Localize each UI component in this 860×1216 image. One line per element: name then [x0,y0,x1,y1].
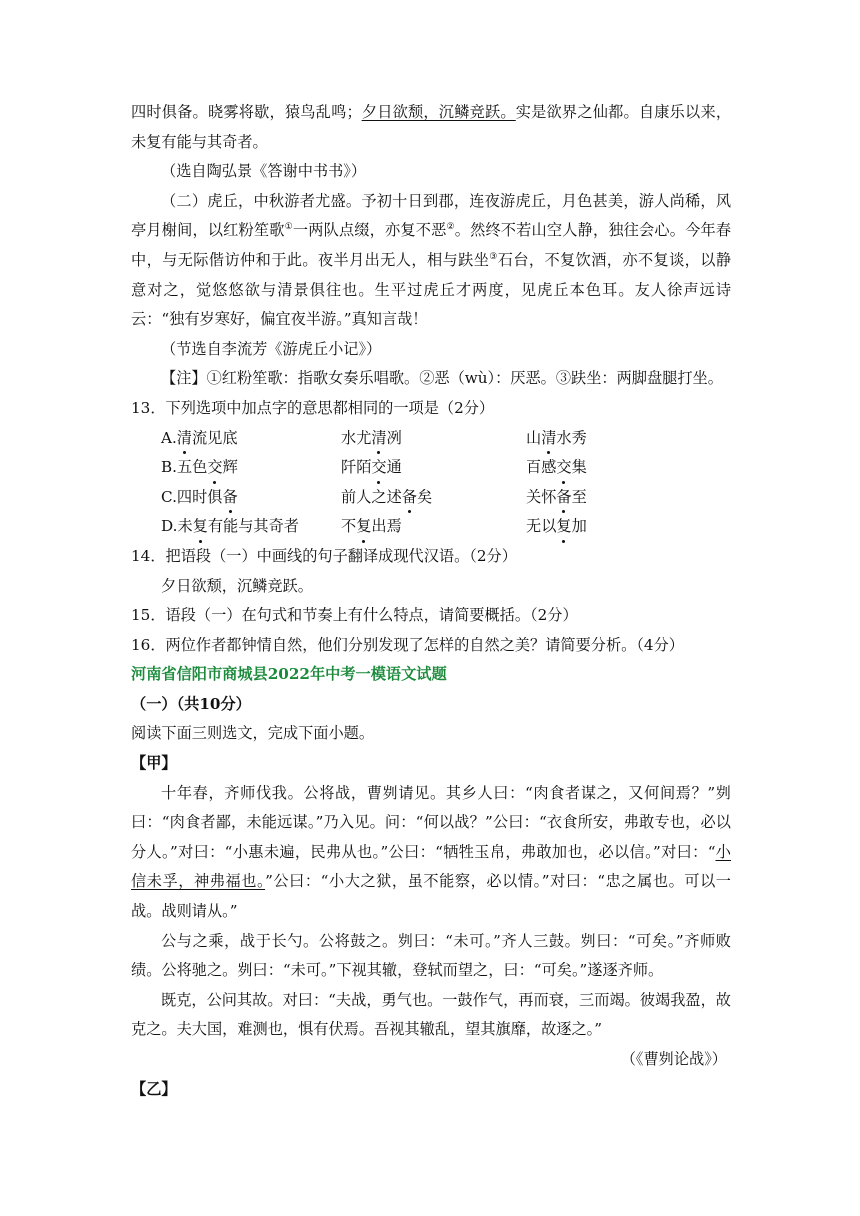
dotted-character: 交 [207,453,222,483]
text-span: 水秀 [556,428,587,447]
text-span: 一两队点缀，亦复不恶 [292,221,447,240]
question-15: 15．语段（一）在句式和节奏上有什么特点，请简要概括。（2分） [131,606,578,625]
text-span: B.五色 [161,458,208,477]
text-span: 实是欲界之仙都。自康乐以来，未复有能与其奇者。 [131,103,732,151]
option-cell [526,512,726,542]
text-span: 山 [526,428,542,447]
jia-label: 【甲】 [131,754,177,773]
jia-paragraph-2: 公与之乘，战于长勺。公将鼓之。刿曰：“未可。”齐人三鼓。刿曰：“可矣。”齐师败绩。公将驰之。刿曰：“未可。”下视其辙，登轼而望之，曰：“可矣。”遂逐齐师。 [131,931,731,980]
instruction: 阅读下面三则选文，完成下面小题。 [131,724,374,743]
question-13-options [131,424,731,542]
text-span: 。然终不若山空人静，独往会心。今年春中，与无际偕访仲和于此。夜半月出无人，相与趺坐 [131,221,732,269]
text-span: 集 [571,458,587,477]
text-span: 出焉 [371,517,402,536]
underlined-sentence: 小信未孚，神弗福也。 [131,842,731,891]
text-span: 十年春，齐师伐我。公将战，曹刿请见。其乡人曰：“肉食者谋之，又何间焉？”刿曰：“肉食者鄙，未能远谋。”乃入见。问：“何以战？”公曰：“衣食所安，弗敢专也，必以分人。”对曰：“小惠未遍，民弗从也。”公曰：“牺牲玉帛，弗敢加也，必以信。”对曰：“ [131,783,731,861]
text-span: 辉 [222,458,238,477]
dotted-character: 清 [541,424,556,454]
question-13: 13．下列选项中加点字的意思都相同的一项是（2分） [131,398,495,417]
option-cell [341,424,526,454]
dotted-character: 备 [402,483,417,513]
passage2-note: 【注】①红粉笙歌：指歌女奏乐唱歌。②恶（wù）：厌恶。③趺坐：两脚盘腿打坐。 [161,369,723,388]
option-row [131,424,731,454]
footnote-mark: ② [446,222,455,233]
text-span: C.四时俱 [161,487,223,506]
option-cell [341,512,526,542]
text-span: 无以 [526,517,557,536]
option-cell [161,483,341,513]
option-cell [526,483,726,513]
document-body [131,98,731,1104]
text-span: ”公曰：“小大之狱，虽不能察，必以情。”对曰：“忠之属也。可以一战。战则请从。” [131,872,731,921]
question-14-sentence: 夕日欲颓，沉鳞竞跃。 [161,576,313,595]
dotted-character: 备 [556,483,571,513]
underlined-sentence: 夕日欲颓，沉鳞竞跃。 [361,103,516,121]
footnote-mark: ① [284,222,293,233]
text-span: 冽 [386,428,402,447]
dotted-character: 交 [556,453,571,483]
option-row [131,483,731,513]
jia-paragraph-3: 既克，公问其故。对曰：“夫战，勇气也。一鼓作气，再而衰，三而竭。彼竭我盈，故克之。夫大国，难测也，惧有伏焉。吾视其辙乱，望其旗靡，故逐之。” [131,990,731,1039]
option-cell [341,453,526,483]
text-span: 通 [386,458,402,477]
dotted-character: 交 [371,453,386,483]
passage2-text [131,187,731,335]
option-cell [161,424,341,454]
option-row [131,512,731,542]
text-span: 前人之述 [341,487,402,506]
text-span: 流见底 [191,428,238,447]
passage2-source: （节选自李流芳《游虎丘小记》） [161,339,382,358]
dotted-character: 复 [356,512,371,542]
question-16: 16．两位作者都钟情自然，他们分别发现了怎样的自然之美？请简要分析。（4分） [131,635,684,654]
text-span: 水尤 [341,428,372,447]
text-span: 加 [571,517,587,536]
option-cell [341,483,526,513]
text-span: 石台，不复饮酒，亦不复谈，以静意对之，觉悠悠欲与清景俱往也。生平过虎丘才两度，见虎丘本色耳。友人徐声远诗云：“独有岁寒好，偏宜夜半游。”真知言哉！ [131,250,732,329]
option-row [131,453,731,483]
option-cell [161,453,341,483]
question-14: 14．把语段（一）中画线的句子翻译成现代汉语。（2分） [131,546,517,565]
jia-paragraph-1 [131,779,731,927]
passage1-text [131,98,731,157]
text-span: 矣 [416,487,433,506]
dotted-character: 清 [371,424,386,454]
dotted-character: 备 [222,483,237,513]
dotted-character: 复 [193,512,208,542]
option-cell [526,453,726,483]
text-span: A. [161,428,177,447]
yi-label: 【乙】 [131,1079,177,1098]
text-span: （二）虎丘，中秋游者尤盛。予初十日到郡，连夜游虎丘，月色甚美，游人尚稀，风亭月榭间，以红粉笙歌 [131,191,731,240]
text-span: 四时俱备。晓雾将歇，猿鸟乱鸣； [131,103,362,121]
option-cell [526,424,726,454]
exam-title: 河南省信阳市商城县2022年中考一模语文试题 [131,665,447,684]
passage1-source: （选自陶弘景《答谢中书书》） [161,162,367,181]
section-heading: （一）（共10分） [131,694,251,713]
option-cell [161,512,341,542]
text-span: 至 [571,487,587,506]
footnote-mark: ③ [489,251,498,262]
dotted-character: 复 [556,512,571,542]
text-span: 阡陌 [341,458,372,477]
text-span: 百感 [526,458,557,477]
text-span: 有能与其奇者 [207,517,299,536]
text-span: 不 [341,517,357,536]
jia-source: （《曹刿论战》） [620,1050,727,1068]
text-span: 关怀 [526,487,557,506]
dotted-character: 清 [177,424,192,454]
text-span: D.未 [161,517,193,536]
